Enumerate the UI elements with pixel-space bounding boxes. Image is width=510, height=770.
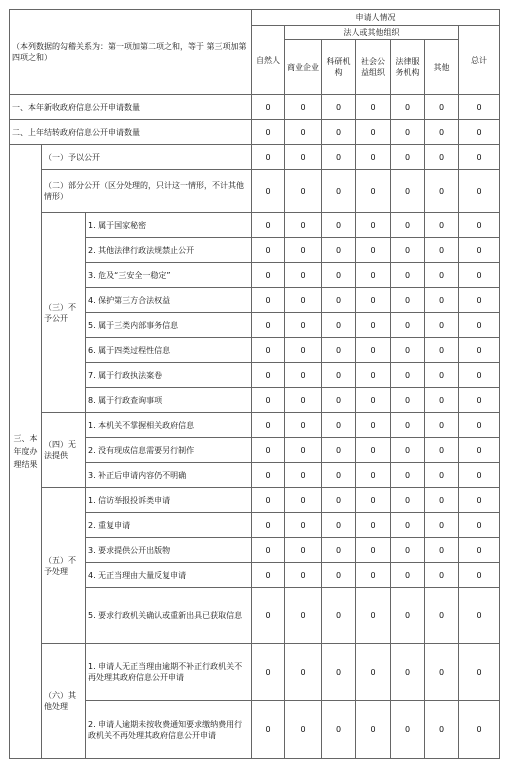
row-label: 6. 属于四类过程性信息 <box>86 338 252 363</box>
cell-value: 0 <box>391 644 425 701</box>
cell-value: 0 <box>425 145 459 170</box>
cell-value: 0 <box>356 288 391 313</box>
cell-value: 0 <box>285 263 322 288</box>
cell-value: 0 <box>425 288 459 313</box>
row-label: 1. 本机关不掌握相关政府信息 <box>86 413 252 438</box>
col-total: 总计 <box>459 26 500 95</box>
row-label: 2. 其他法律行政法规禁止公开 <box>86 238 252 263</box>
cell-value: 0 <box>356 363 391 388</box>
cell-value: 0 <box>391 263 425 288</box>
cell-value: 0 <box>252 701 285 759</box>
cell-value: 0 <box>459 95 500 120</box>
col-legal-service: 法律服务机构 <box>391 40 425 95</box>
cell-value: 0 <box>285 120 322 145</box>
cell-value: 0 <box>391 488 425 513</box>
cell-value: 0 <box>459 363 500 388</box>
cell-value: 0 <box>425 388 459 413</box>
cell-value: 0 <box>322 388 356 413</box>
group-6-label: （六）其他处理 <box>42 644 86 759</box>
cell-value: 0 <box>459 120 500 145</box>
row-label: 8. 属于行政查询事项 <box>86 388 252 413</box>
cell-value: 0 <box>425 438 459 463</box>
cell-value: 0 <box>285 438 322 463</box>
cell-value: 0 <box>322 95 356 120</box>
cell-value: 0 <box>285 644 322 701</box>
col-natural-person: 自然人 <box>252 26 285 95</box>
row-label: 1. 申请人无正当理由逾期不补正行政机关不再处理其政府信息公开申请 <box>86 644 252 701</box>
cell-value: 0 <box>285 313 322 338</box>
row-label: 二、上年结转政府信息公开申请数量 <box>10 120 252 145</box>
row-label: 一、本年新收政府信息公开申请数量 <box>10 95 252 120</box>
cell-value: 0 <box>425 588 459 644</box>
table-row <box>10 170 500 213</box>
cell-value: 0 <box>356 588 391 644</box>
col-public-welfare: 社会公益组织 <box>356 40 391 95</box>
table-row <box>10 413 500 438</box>
cell-value: 0 <box>322 238 356 263</box>
cell-value: 0 <box>425 170 459 213</box>
row-label: 1. 属于国家秘密 <box>86 213 252 238</box>
cell-value: 0 <box>322 313 356 338</box>
row-label: 3. 要求提供公开出版物 <box>86 538 252 563</box>
cell-value: 0 <box>285 488 322 513</box>
cell-value: 0 <box>356 438 391 463</box>
cell-value: 0 <box>425 313 459 338</box>
cell-value: 0 <box>252 238 285 263</box>
cell-value: 0 <box>356 488 391 513</box>
row-label: 5. 属于三类内部事务信息 <box>86 313 252 338</box>
cell-value: 0 <box>391 513 425 538</box>
cell-value: 0 <box>285 588 322 644</box>
cell-value: 0 <box>459 413 500 438</box>
cell-value: 0 <box>252 488 285 513</box>
cell-value: 0 <box>356 413 391 438</box>
cell-value: 0 <box>285 238 322 263</box>
cell-value: 0 <box>285 701 322 759</box>
cell-value: 0 <box>322 438 356 463</box>
cell-value: 0 <box>285 170 322 213</box>
row-label: 1. 信访举报投诉类申请 <box>86 488 252 513</box>
statistics-table <box>9 9 500 759</box>
row-label: 4. 保护第三方合法权益 <box>86 288 252 313</box>
cell-value: 0 <box>391 413 425 438</box>
cell-value: 0 <box>322 145 356 170</box>
cell-value: 0 <box>322 213 356 238</box>
cell-value: 0 <box>356 313 391 338</box>
cell-value: 0 <box>252 95 285 120</box>
cell-value: 0 <box>391 538 425 563</box>
cell-value: 0 <box>391 288 425 313</box>
cell-value: 0 <box>391 120 425 145</box>
cell-value: 0 <box>252 588 285 644</box>
cell-value: 0 <box>391 213 425 238</box>
cell-value: 0 <box>252 644 285 701</box>
cell-value: 0 <box>425 644 459 701</box>
row-label: 5. 要求行政机关确认或重新出具已获取信息 <box>86 588 252 644</box>
table-row <box>10 213 500 238</box>
group-5-label: （五）不予处理 <box>42 488 86 644</box>
cell-value: 0 <box>459 263 500 288</box>
cell-value: 0 <box>425 463 459 488</box>
cell-value: 0 <box>252 538 285 563</box>
cell-value: 0 <box>356 563 391 588</box>
cell-value: 0 <box>356 145 391 170</box>
cell-value: 0 <box>459 513 500 538</box>
cell-value: 0 <box>391 145 425 170</box>
cell-value: 0 <box>425 513 459 538</box>
row-label: 2. 重复申请 <box>86 513 252 538</box>
cell-value: 0 <box>285 463 322 488</box>
cell-value: 0 <box>356 388 391 413</box>
cell-value: 0 <box>425 263 459 288</box>
cell-value: 0 <box>459 701 500 759</box>
cell-value: 0 <box>391 463 425 488</box>
cell-value: 0 <box>356 463 391 488</box>
header-applicant-situation: 申请人情况 <box>252 10 500 26</box>
row-label: （二）部分公开（区分处理的，只计这一情形，不计其他情形） <box>42 170 252 213</box>
cell-value: 0 <box>356 238 391 263</box>
cell-value: 0 <box>391 701 425 759</box>
cell-value: 0 <box>322 363 356 388</box>
col-other: 其他 <box>425 40 459 95</box>
cell-value: 0 <box>322 588 356 644</box>
group-4-label: （四）无法提供 <box>42 413 86 488</box>
header-note: （本列数据的勾稽关系为：第一项加第二项之和，等于 第三项加第四项之和） <box>10 10 252 95</box>
cell-value: 0 <box>391 170 425 213</box>
cell-value: 0 <box>285 363 322 388</box>
cell-value: 0 <box>322 513 356 538</box>
cell-value: 0 <box>459 145 500 170</box>
col-research: 科研机构 <box>322 40 356 95</box>
row-label: 7. 属于行政执法案卷 <box>86 363 252 388</box>
table-row <box>10 488 500 513</box>
cell-value: 0 <box>285 413 322 438</box>
cell-value: 0 <box>322 338 356 363</box>
cell-value: 0 <box>322 413 356 438</box>
cell-value: 0 <box>425 95 459 120</box>
cell-value: 0 <box>459 170 500 213</box>
cell-value: 0 <box>356 213 391 238</box>
cell-value: 0 <box>322 263 356 288</box>
cell-value: 0 <box>322 120 356 145</box>
cell-value: 0 <box>391 363 425 388</box>
cell-value: 0 <box>285 213 322 238</box>
cell-value: 0 <box>391 588 425 644</box>
cell-value: 0 <box>252 338 285 363</box>
cell-value: 0 <box>425 363 459 388</box>
cell-value: 0 <box>425 563 459 588</box>
cell-value: 0 <box>459 388 500 413</box>
cell-value: 0 <box>356 538 391 563</box>
cell-value: 0 <box>356 701 391 759</box>
cell-value: 0 <box>252 145 285 170</box>
cell-value: 0 <box>391 338 425 363</box>
cell-value: 0 <box>356 263 391 288</box>
cell-value: 0 <box>391 95 425 120</box>
cell-value: 0 <box>252 413 285 438</box>
group-3-label: （三）不予公开 <box>42 213 86 413</box>
cell-value: 0 <box>285 288 322 313</box>
cell-value: 0 <box>285 338 322 363</box>
cell-value: 0 <box>285 388 322 413</box>
section-3-label: 三、本年度办理结果 <box>10 145 42 759</box>
cell-value: 0 <box>425 213 459 238</box>
cell-value: 0 <box>459 488 500 513</box>
row-label: 2. 申请人逾期未按收费通知要求缴纳费用行政机关不再处理其政府信息公开申请 <box>86 701 252 759</box>
cell-value: 0 <box>252 563 285 588</box>
cell-value: 0 <box>391 313 425 338</box>
cell-value: 0 <box>252 463 285 488</box>
cell-value: 0 <box>459 213 500 238</box>
cell-value: 0 <box>356 644 391 701</box>
cell-value: 0 <box>391 388 425 413</box>
cell-value: 0 <box>285 145 322 170</box>
cell-value: 0 <box>356 338 391 363</box>
cell-value: 0 <box>459 288 500 313</box>
cell-value: 0 <box>322 644 356 701</box>
cell-value: 0 <box>252 288 285 313</box>
cell-value: 0 <box>285 513 322 538</box>
cell-value: 0 <box>322 563 356 588</box>
row-label: （一）予以公开 <box>42 145 252 170</box>
cell-value: 0 <box>252 313 285 338</box>
row-label: 2. 没有现成信息需要另行制作 <box>86 438 252 463</box>
cell-value: 0 <box>459 313 500 338</box>
cell-value: 0 <box>285 538 322 563</box>
cell-value: 0 <box>459 563 500 588</box>
cell-value: 0 <box>391 563 425 588</box>
cell-value: 0 <box>425 488 459 513</box>
header-legal-org: 法人或其他组织 <box>285 26 459 40</box>
cell-value: 0 <box>425 538 459 563</box>
cell-value: 0 <box>252 438 285 463</box>
cell-value: 0 <box>459 438 500 463</box>
cell-value: 0 <box>252 363 285 388</box>
cell-value: 0 <box>322 488 356 513</box>
cell-value: 0 <box>356 120 391 145</box>
row-label: 3. 补正后申请内容仍不明确 <box>86 463 252 488</box>
cell-value: 0 <box>322 538 356 563</box>
cell-value: 0 <box>459 538 500 563</box>
cell-value: 0 <box>425 701 459 759</box>
cell-value: 0 <box>322 170 356 213</box>
table-row <box>10 95 500 120</box>
cell-value: 0 <box>252 513 285 538</box>
cell-value: 0 <box>322 463 356 488</box>
cell-value: 0 <box>252 120 285 145</box>
cell-value: 0 <box>459 463 500 488</box>
cell-value: 0 <box>425 413 459 438</box>
cell-value: 0 <box>425 120 459 145</box>
cell-value: 0 <box>459 644 500 701</box>
cell-value: 0 <box>459 238 500 263</box>
cell-value: 0 <box>285 95 322 120</box>
cell-value: 0 <box>252 263 285 288</box>
cell-value: 0 <box>252 213 285 238</box>
col-business: 商业企业 <box>285 40 322 95</box>
cell-value: 0 <box>356 513 391 538</box>
cell-value: 0 <box>459 338 500 363</box>
row-label: 3. 危及“三安全一稳定” <box>86 263 252 288</box>
cell-value: 0 <box>391 438 425 463</box>
cell-value: 0 <box>356 95 391 120</box>
cell-value: 0 <box>252 388 285 413</box>
row-label: 4. 无正当理由大量反复申请 <box>86 563 252 588</box>
cell-value: 0 <box>459 588 500 644</box>
table-row <box>10 120 500 145</box>
cell-value: 0 <box>285 563 322 588</box>
cell-value: 0 <box>425 338 459 363</box>
cell-value: 0 <box>252 170 285 213</box>
cell-value: 0 <box>322 701 356 759</box>
cell-value: 0 <box>356 170 391 213</box>
table-row <box>10 644 500 701</box>
table-row <box>10 145 500 170</box>
cell-value: 0 <box>391 238 425 263</box>
cell-value: 0 <box>322 288 356 313</box>
cell-value: 0 <box>425 238 459 263</box>
